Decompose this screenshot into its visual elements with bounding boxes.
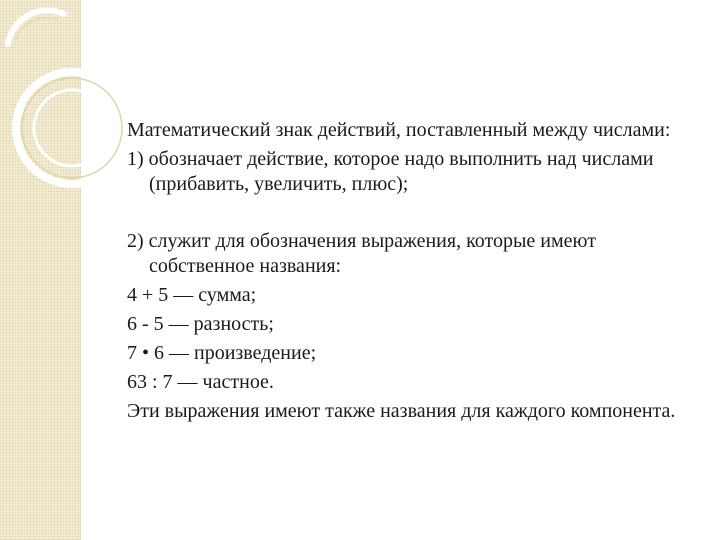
decorative-ring-outer-line <box>22 78 122 178</box>
point-1: 1) обозначает действие, которое надо выполнить над числами (прибавить, увеличить, плюс); <box>127 148 654 195</box>
decorative-rings <box>0 0 120 210</box>
example-quotient: 63 : 7 — частное. <box>127 371 274 393</box>
slide-body-text <box>127 118 697 428</box>
example-sum: 4 + 5 — сумма; <box>127 284 257 306</box>
point-2: 2) служит для обозначения выражения, которые имеют собственное названия: <box>127 230 596 277</box>
intro-paragraph: Математический знак действий, поставленный между числами: <box>127 119 671 141</box>
example-product: 7 • 6 — произведение; <box>127 342 317 364</box>
closing-paragraph: Эти выражения имеют также названия для каждого компонента. <box>127 400 676 422</box>
decorative-ring-inner <box>34 90 110 166</box>
example-difference: 6 - 5 — разность; <box>127 313 274 335</box>
